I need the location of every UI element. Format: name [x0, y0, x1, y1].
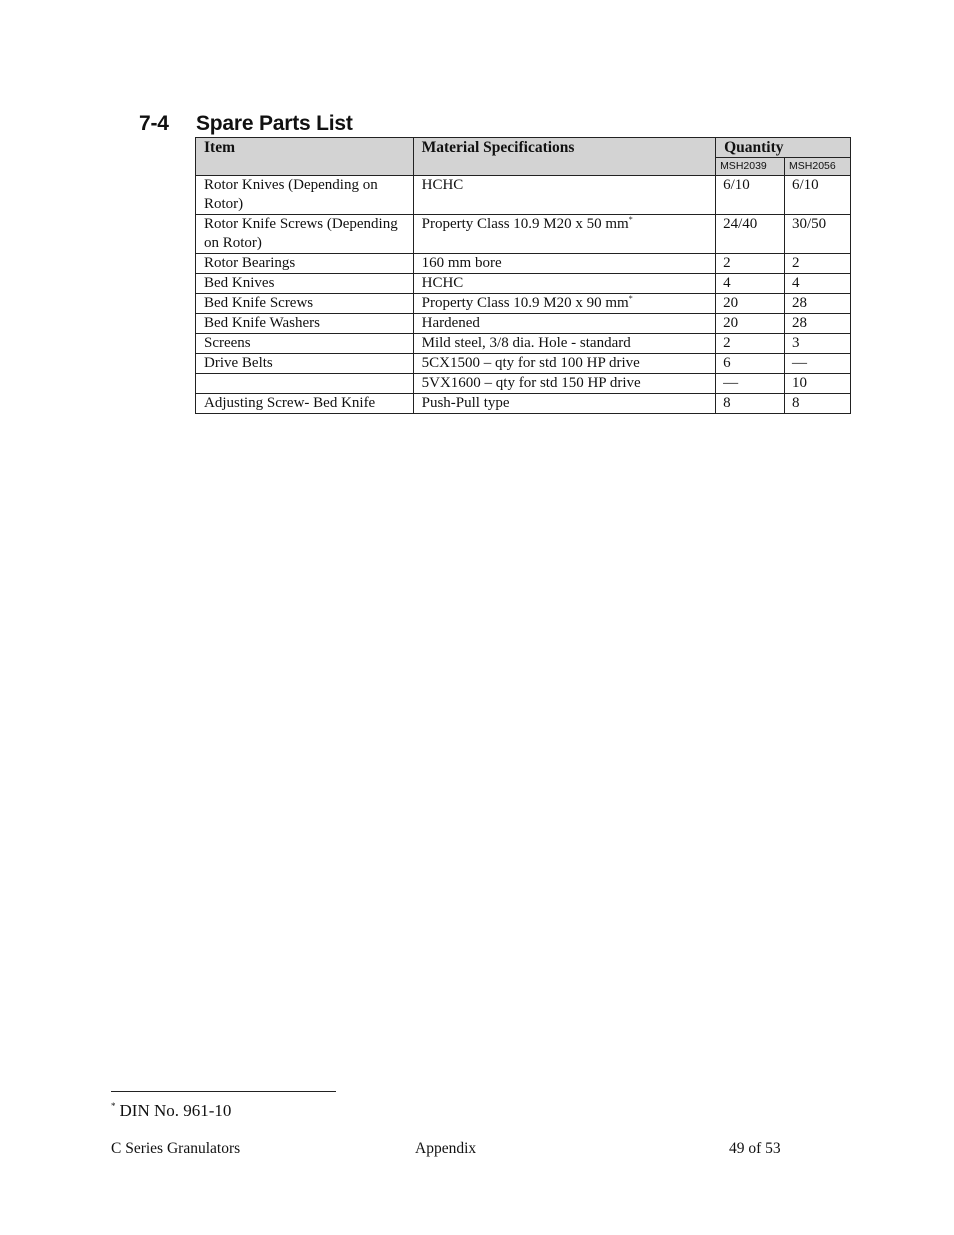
item-column-header: Item: [196, 138, 414, 176]
material-cell: [413, 215, 715, 254]
quantity-msh2039-cell-text: 2: [723, 255, 731, 271]
footnote-divider: [111, 1091, 336, 1092]
quantity-msh2056-cell: [785, 215, 851, 254]
table-row: [196, 354, 851, 374]
quantity-msh2039-cell-text: 6: [723, 355, 731, 371]
quantity-msh2039-cell: [716, 176, 785, 215]
footer-page-number: 49 of 53: [729, 1140, 781, 1157]
quantity-msh2039-cell-text: 20: [723, 295, 739, 311]
quantity-msh2056-cell-text: 2: [792, 255, 800, 271]
quantity-msh2039-cell: [716, 354, 785, 374]
material-cell-text: Hardened: [421, 315, 480, 331]
table-row: [196, 334, 851, 354]
quantity-msh2056-cell-text: —: [792, 355, 808, 371]
quantity-msh2056-cell-text: 28: [792, 315, 808, 331]
quantity-msh2039-cell-text: 4: [723, 275, 731, 291]
material-cell: [413, 374, 715, 394]
item-cell: [196, 394, 414, 414]
table-row: [196, 176, 851, 215]
quantity-msh2056-cell: [785, 176, 851, 215]
item-cell-text: Rotor Knife Screws (Depending on Rotor): [204, 216, 398, 251]
material-cell-text: 160 mm bore: [421, 255, 502, 271]
quantity-msh2056-cell: [785, 394, 851, 414]
model-msh2039-header: MSH2039: [716, 158, 785, 176]
quantity-msh2056-cell: [785, 254, 851, 274]
item-cell-text: Screens: [204, 335, 251, 351]
footer-section-name: Appendix: [415, 1140, 477, 1157]
quantity-msh2039-cell-text: 2: [723, 335, 731, 351]
item-cell: [196, 374, 414, 394]
quantity-msh2039-cell: [716, 334, 785, 354]
material-cell: [413, 294, 715, 314]
item-cell-text: Bed Knife Screws: [204, 295, 314, 311]
quantity-msh2039-cell: [716, 394, 785, 414]
section-title: Spare Parts List: [196, 112, 353, 135]
material-cell: [413, 176, 715, 215]
quantity-msh2056-cell: [785, 354, 851, 374]
material-cell-text: 5VX1600 – qty for std 150 HP drive: [421, 375, 641, 391]
material-cell-text: HCHC: [421, 275, 464, 291]
material-cell-text: HCHC: [421, 177, 464, 193]
material-cell: [413, 334, 715, 354]
quantity-msh2039-cell-text: 8: [723, 395, 731, 411]
quantity-msh2056-cell: [785, 274, 851, 294]
quantity-msh2039-cell: [716, 374, 785, 394]
table-row: [196, 294, 851, 314]
quantity-msh2039-cell-text: —: [723, 375, 739, 391]
item-cell: [196, 274, 414, 294]
section-number: 7-4: [139, 112, 169, 135]
quantity-msh2056-cell-text: 3: [792, 335, 800, 351]
material-cell-text: Property Class 10.9 M20 x 50 mm: [421, 216, 629, 232]
footnote-reference: *: [628, 294, 633, 303]
quantity-msh2056-cell-text: 6/10: [792, 177, 819, 193]
material-cell: [413, 274, 715, 294]
item-cell-text: Rotor Bearings: [204, 255, 296, 271]
table-row: [196, 254, 851, 274]
item-cell-text: Adjusting Screw- Bed Knife: [204, 395, 376, 411]
item-cell-text: Bed Knife Washers: [204, 315, 320, 331]
table-row: [196, 274, 851, 294]
quantity-msh2039-cell-text: 20: [723, 315, 739, 331]
footnote-reference: *: [628, 215, 633, 224]
table-row: [196, 314, 851, 334]
material-cell: [413, 394, 715, 414]
item-cell: [196, 215, 414, 254]
footer-document-title: C Series Granulators: [111, 1140, 241, 1157]
quantity-msh2039-cell-text: 6/10: [723, 177, 750, 193]
quantity-msh2056-cell-text: 30/50: [792, 216, 827, 232]
model-msh2056-header: MSH2056: [785, 158, 851, 176]
table-row: [196, 215, 851, 254]
footnote: [111, 1101, 231, 1121]
material-cell: [413, 354, 715, 374]
quantity-msh2056-cell: [785, 314, 851, 334]
quantity-msh2056-cell-text: 8: [792, 395, 800, 411]
quantity-msh2056-cell: [785, 334, 851, 354]
quantity-msh2056-cell-text: 10: [792, 375, 808, 391]
quantity-msh2039-cell: [716, 294, 785, 314]
spare-parts-table: [195, 137, 851, 414]
quantity-msh2039-cell: [716, 254, 785, 274]
quantity-msh2056-cell-text: 4: [792, 275, 800, 291]
material-cell-text: Push-Pull type: [421, 395, 510, 411]
item-cell-text: Rotor Knives (Depending on Rotor): [204, 177, 378, 212]
item-cell: [196, 254, 414, 274]
material-column-header: Material Specifications: [413, 138, 715, 176]
quantity-column-header: Quantity: [716, 138, 851, 158]
item-cell-text: Drive Belts: [204, 355, 273, 371]
quantity-msh2056-cell-text: 28: [792, 295, 808, 311]
item-cell: [196, 176, 414, 215]
quantity-msh2039-cell-text: 24/40: [723, 216, 758, 232]
quantity-msh2056-cell: [785, 374, 851, 394]
item-cell-text: Bed Knives: [204, 275, 275, 291]
material-cell-text: 5CX1500 – qty for std 100 HP drive: [421, 355, 640, 371]
footnote-text: DIN No. 961-10: [119, 1101, 232, 1120]
quantity-msh2039-cell: [716, 215, 785, 254]
quantity-msh2056-cell: [785, 294, 851, 314]
item-cell: [196, 334, 414, 354]
material-cell-text: Property Class 10.9 M20 x 90 mm: [421, 295, 629, 311]
item-cell: [196, 354, 414, 374]
parts-table-body: [196, 176, 851, 414]
item-cell: [196, 294, 414, 314]
quantity-msh2039-cell: [716, 274, 785, 294]
section-heading: [139, 112, 353, 136]
table-row: [196, 394, 851, 414]
material-cell: [413, 254, 715, 274]
quantity-msh2039-cell: [716, 314, 785, 334]
item-cell: [196, 314, 414, 334]
table-row: [196, 374, 851, 394]
footnote-mark: *: [111, 1101, 116, 1111]
material-cell: [413, 314, 715, 334]
material-cell-text: Mild steel, 3/8 dia. Hole - standard: [421, 335, 631, 351]
